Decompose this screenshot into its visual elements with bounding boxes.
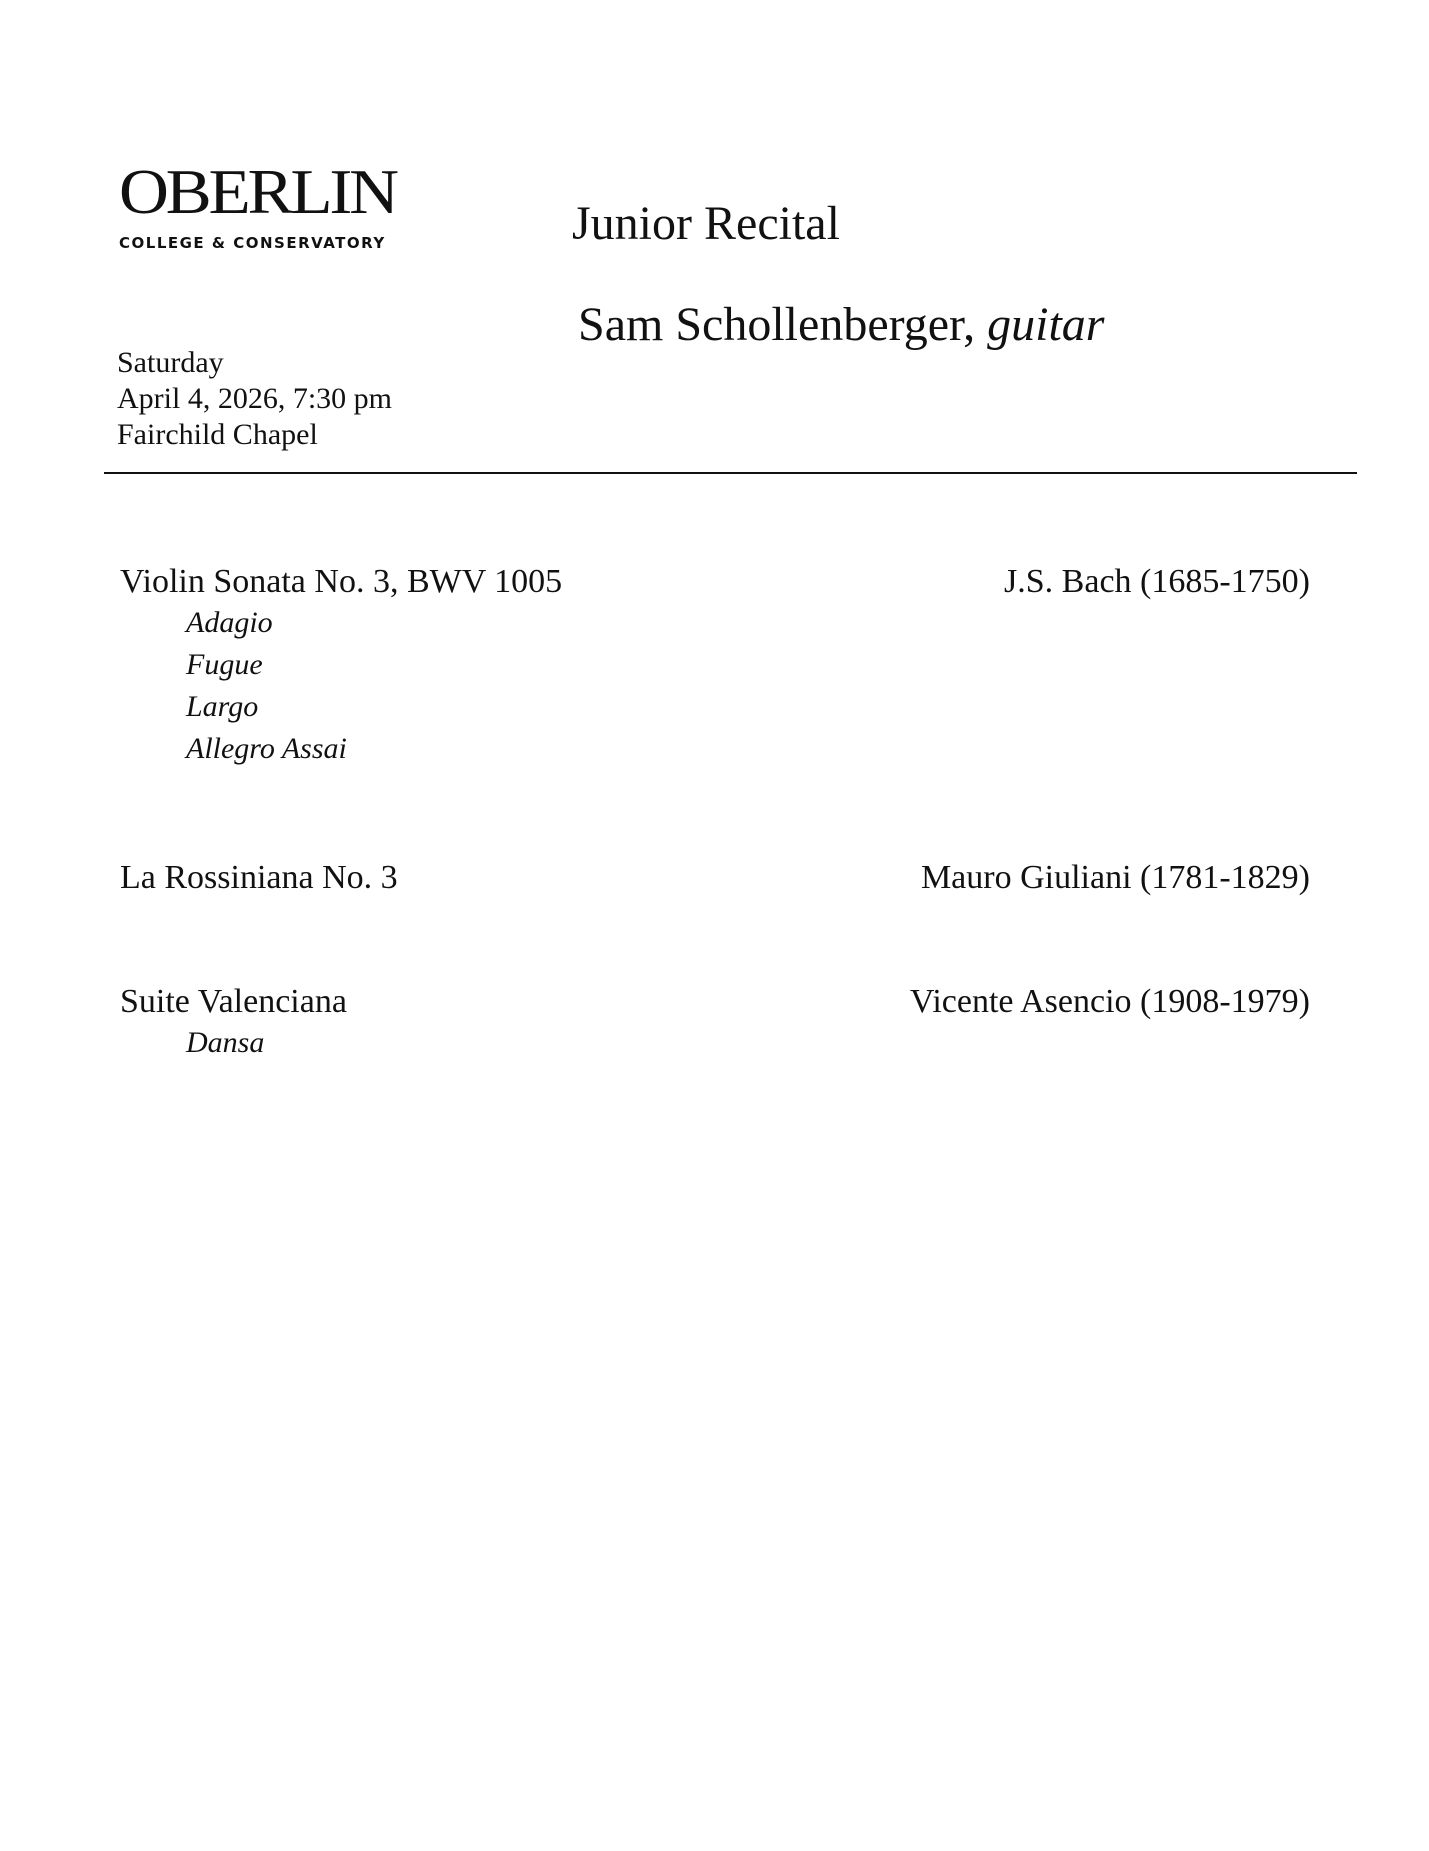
performer-name: Sam Schollenberger, xyxy=(578,298,976,351)
oberlin-logo xyxy=(119,156,484,252)
piece-composer: Mauro Giuliani (1781-1829) xyxy=(920,859,1310,896)
movement: Fugue xyxy=(186,648,263,681)
event-info xyxy=(117,345,392,453)
logo-wordmark: OBERLIN xyxy=(119,156,396,227)
movement: Largo xyxy=(186,690,259,723)
event-day: Saturday xyxy=(117,346,224,379)
piece-composer: J.S. Bach (1685-1750) xyxy=(1004,563,1310,600)
movement: Adagio xyxy=(186,606,273,639)
piece-title: Suite Valenciana xyxy=(120,983,347,1020)
logo-subtitle: COLLEGE & CONSERVATORY xyxy=(119,234,386,252)
program-item xyxy=(120,982,1310,1064)
recital-title: Junior Recital xyxy=(572,197,840,250)
movement: Allegro Assai xyxy=(186,732,347,765)
header-divider xyxy=(104,472,1357,474)
event-venue: Fairchild Chapel xyxy=(117,418,318,451)
movement-list xyxy=(120,602,1310,770)
movement: Dansa xyxy=(186,1026,265,1059)
piece-composer: Vicente Asencio (1908-1979) xyxy=(909,983,1310,1020)
program-item xyxy=(120,562,1310,770)
movement-list xyxy=(120,1022,1310,1064)
piece-title: La Rossiniana No. 3 xyxy=(120,859,398,896)
piece-title: Violin Sonata No. 3, BWV 1005 xyxy=(120,563,563,600)
performer-line xyxy=(578,297,1104,353)
performer-instrument: guitar xyxy=(987,298,1105,351)
event-datetime: April 4, 2026, 7:30 pm xyxy=(117,382,392,415)
program-item xyxy=(120,858,1310,898)
